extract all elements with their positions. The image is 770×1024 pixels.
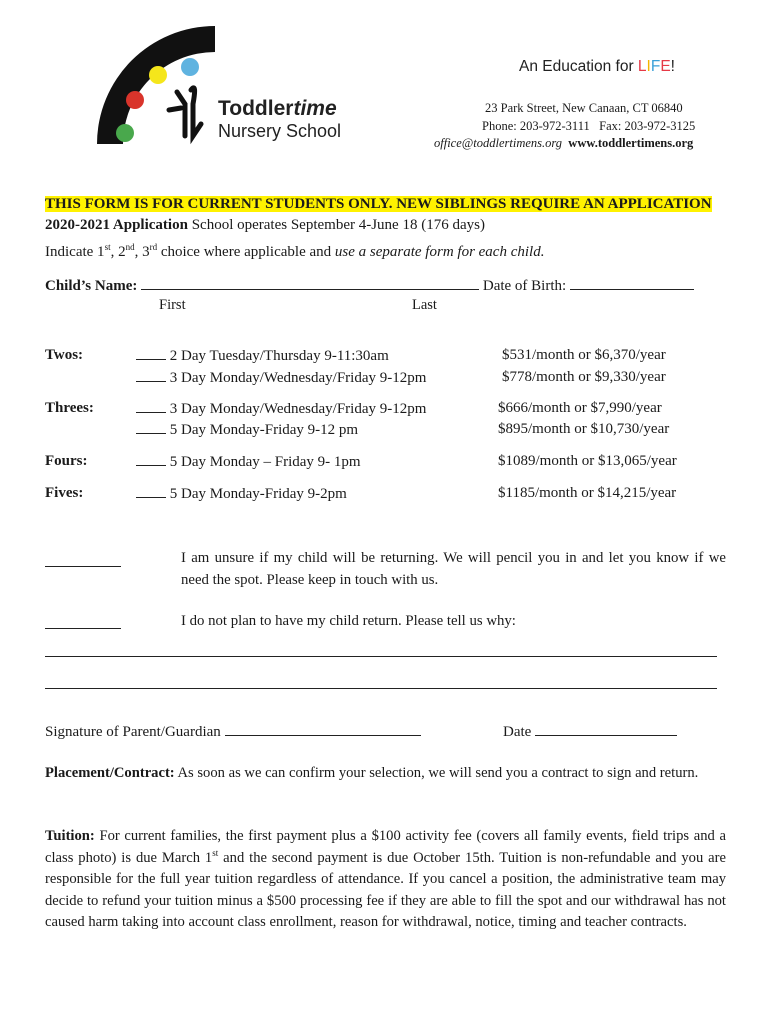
group-label-threes: Threes:: [45, 400, 94, 416]
tuition-paragraph: Tuition: For current families, the first payment plus a $100 activity fee (covers all family events, field trips and a class photo) is due March 1st and the second payment is due October 15th. Tuition is non-refundable and you are responsible for the full year tuition regardless of attendance. If you cancel a position, the administrative team may decide to refund your tuition minus a $500 processing fee if they are able to fill the spot and our withdrawal has not caused harm taking into account class enrollment, reason for withdrawal, notice, timing and teacher contracts.: [45, 828, 726, 930]
phone-fax: Phone: 203-972-3111 Fax: 203-972-3125: [482, 119, 696, 133]
group-label-fours: Fours:: [45, 453, 88, 469]
address: 23 Park Street, New Canaan, CT 06840: [485, 101, 683, 115]
email-link[interactable]: office@toddlertimens.org: [434, 136, 563, 150]
group-label-twos: Twos:: [45, 347, 84, 363]
logo-name: Toddlertime: [218, 97, 337, 120]
choice-blank[interactable]: [136, 451, 166, 466]
date-field[interactable]: [535, 721, 677, 736]
school-year: 2020-2021 Application School operates September 4-June 18 (176 days): [45, 217, 485, 233]
program-price: $531/month or $6,370/year: [502, 347, 666, 363]
contact-line: [434, 136, 693, 151]
program-option: 5 Day Monday-Friday 9-2pm: [136, 483, 347, 505]
logo-figure: [169, 88, 201, 136]
program-price: $778/month or $9,330/year: [502, 369, 666, 385]
logo-dot-red: [126, 91, 144, 109]
not-return-blank[interactable]: [45, 614, 121, 629]
child-name-field[interactable]: [141, 275, 479, 290]
logo-dot-yellow: [149, 66, 167, 84]
choice-blank[interactable]: [136, 398, 166, 413]
choice-blank[interactable]: [136, 345, 166, 360]
unsure-blank[interactable]: [45, 552, 121, 567]
program-price: $1185/month or $14,215/year: [498, 485, 677, 501]
logo-subtitle: Nursery School: [218, 121, 342, 141]
last-name-caption: Last: [412, 297, 437, 313]
date-row: [503, 721, 677, 743]
child-info-row: [45, 275, 694, 297]
signature-label: Signature of Parent/Guardian: [45, 724, 221, 740]
choice-blank[interactable]: [136, 483, 166, 498]
logo-dot-green: [116, 124, 134, 142]
choice-blank[interactable]: [136, 419, 166, 434]
program-price: $666/month or $7,990/year: [498, 400, 662, 416]
choice-instructions: Indicate 1st, 2nd, 3rd choice where applicable and use a separate form for each child.: [45, 242, 545, 260]
website-link[interactable]: www.toddlertimens.org: [568, 136, 694, 150]
program-option: 5 Day Monday-Friday 9-12 pm: [136, 419, 358, 441]
tagline: An Education for LIFE!: [519, 58, 675, 75]
program-price: $1089/month or $13,065/year: [498, 453, 677, 469]
program-option: 2 Day Tuesday/Thursday 9-11:30am: [136, 345, 389, 367]
group-label-fives: Fives:: [45, 485, 84, 501]
program-option: 3 Day Monday/Wednesday/Friday 9-12pm: [136, 367, 426, 389]
dob-field[interactable]: [570, 275, 694, 290]
first-name-caption: First: [159, 297, 186, 313]
program-option: 5 Day Monday – Friday 9- 1pm: [136, 451, 361, 473]
tagline-life: LIFE: [637, 58, 671, 75]
reason-line-1[interactable]: [45, 656, 717, 657]
unsure-text: I am unsure if my child will be returning. We will pencil you in and let you know if we need the spot. Please keep in touch with us.: [181, 550, 726, 588]
program-price: $895/month or $10,730/year: [498, 421, 670, 437]
signature-row: [45, 721, 421, 743]
child-name-label: Child’s Name:: [45, 278, 138, 294]
logo-dot-blue: [181, 58, 199, 76]
notice-banner: THIS FORM IS FOR CURRENT STUDENTS ONLY. NEW SIBLINGS REQUIRE AN APPLICATION: [45, 196, 712, 212]
reason-line-2[interactable]: [45, 688, 717, 689]
signature-field[interactable]: [225, 721, 421, 736]
choice-blank[interactable]: [136, 367, 166, 382]
program-option: 3 Day Monday/Wednesday/Friday 9-12pm: [136, 398, 426, 420]
placement-paragraph: Placement/Contract: As soon as we can confirm your selection, we will send you a contract to sign and return.: [45, 765, 699, 781]
date-label: Date: [503, 724, 532, 740]
dob-label: Date of Birth:: [482, 278, 567, 294]
not-return-text: I do not plan to have my child return. Please tell us why:: [181, 613, 516, 629]
